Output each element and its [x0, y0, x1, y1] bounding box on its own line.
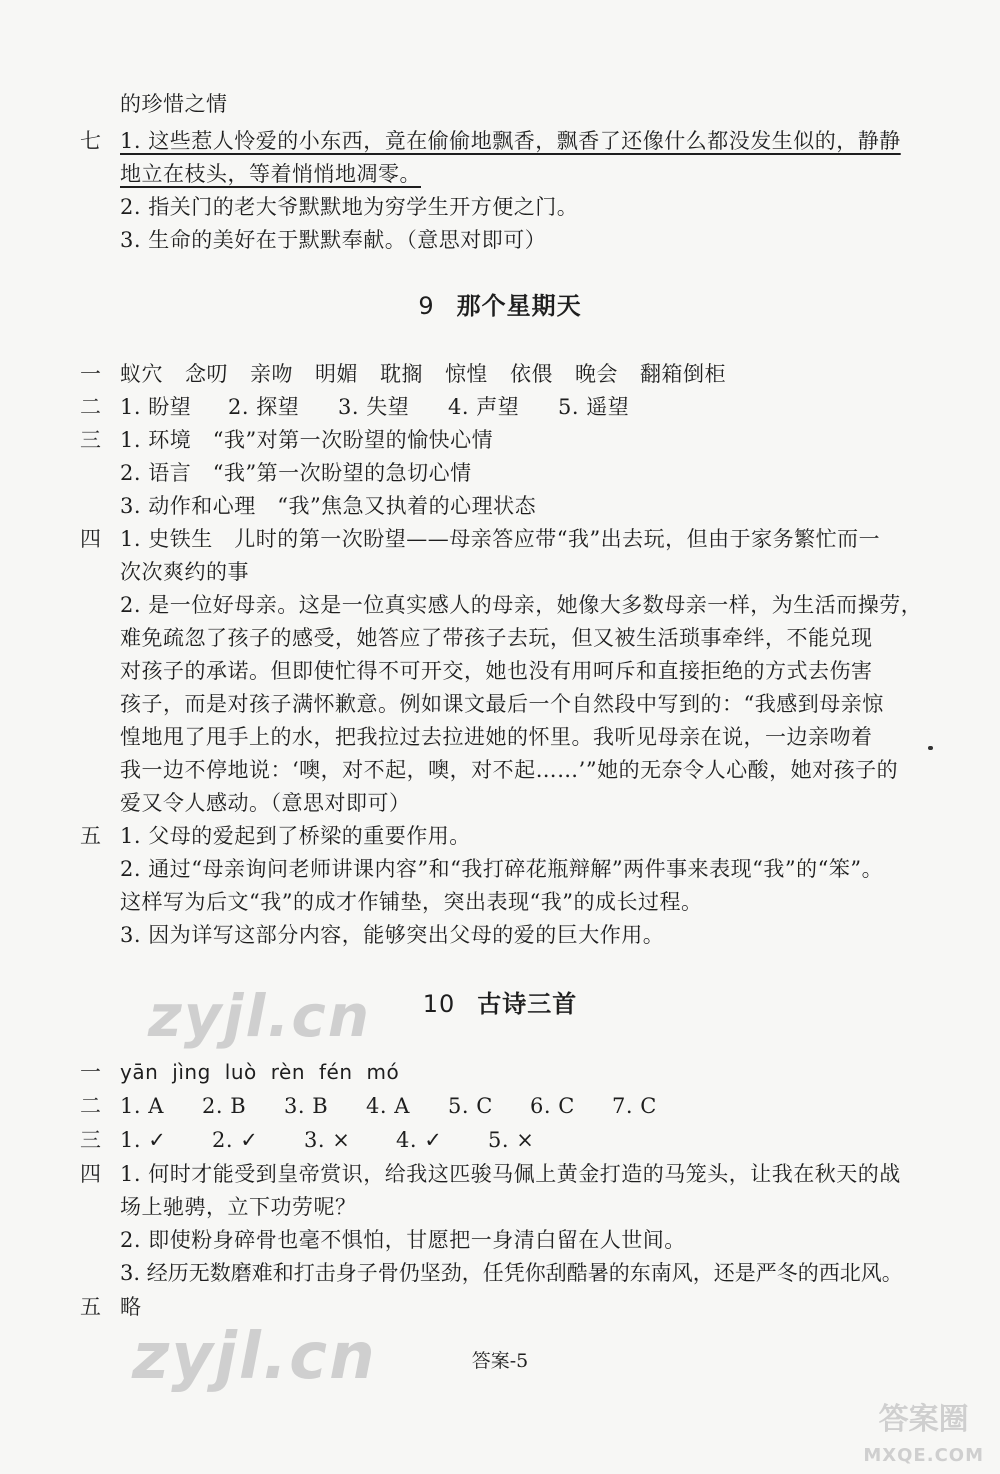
corner-watermark-text: 答案圈: [878, 1402, 969, 1437]
vocab-word: 蚁穴: [120, 362, 163, 386]
lesson-number: 9: [418, 292, 435, 320]
answer-row: [120, 1126, 534, 1154]
answer-item: 6. C: [530, 1094, 575, 1118]
answer-line: 1. 史铁生 儿时的第一次盼望——母亲答应带“我”出去玩，但由于家务繁忙而一: [120, 527, 881, 551]
lesson-title: 那个星期天: [456, 292, 582, 320]
page-number: 答案-5: [471, 1350, 529, 1372]
answer-item: 4. 声望: [448, 395, 520, 419]
answer-item: 5. C: [448, 1094, 493, 1118]
answer-item: 2. 探望: [228, 395, 300, 419]
pinyin-item: fén: [319, 1060, 353, 1084]
pinyin-list: [120, 1058, 413, 1086]
section-label: 四: [80, 527, 102, 551]
section-label: 三: [80, 1128, 102, 1152]
answer-item: 3. B: [284, 1094, 329, 1118]
vocab-word: 翻箱倒柜: [640, 362, 726, 386]
vocab-list: [120, 360, 748, 388]
vocab-word: 明媚: [315, 362, 358, 386]
vocab-word: 惊惶: [445, 362, 488, 386]
ink-speck: [928, 746, 933, 750]
answer-line: 我一边不停地说：‘噢，对不起，噢，对不起……’”她的无奈令人心酸，她对孩子的: [120, 758, 899, 782]
answer-line: 2. 语言 “我”第一次盼望的急切心情: [120, 461, 472, 485]
answer-item: 3. ×: [304, 1128, 351, 1152]
answer-line: 3. 动作和心理 “我”焦急又执着的心理状态: [120, 494, 537, 518]
answer-line: 2. 即使粉身碎骨也毫不惧怕，甘愿把一身清白留在人世间。: [120, 1228, 686, 1252]
section-label: 二: [80, 395, 102, 419]
pinyin-item: yān: [120, 1060, 159, 1084]
answer-line: 1. 何时才能受到皇帝赏识，给我这匹骏马佩上黄金打造的马笼头，让我在秋天的战: [120, 1162, 901, 1186]
answer-item: 5. 遥望: [558, 395, 630, 419]
corner-watermark: [863, 1402, 984, 1474]
answer-line: 略: [120, 1295, 142, 1319]
answer-item: 1. 盼望: [120, 395, 192, 419]
vocab-word: 耽搁: [380, 362, 423, 386]
section-label: 五: [80, 824, 102, 848]
answer-line: 惶地甩了甩手上的水，把我拉过去拉进她的怀里。我听见母亲在说，一边亲吻着: [120, 725, 873, 749]
answer-line: 场上驰骋，立下功劳呢？: [120, 1195, 357, 1219]
answer-item: 2. ✓: [212, 1128, 259, 1152]
answer-line: 3. 因为详写这部分内容，能够突出父母的爱的巨大作用。: [120, 923, 665, 947]
answer-line: 2. 是一位好母亲。这是一位真实感人的母亲，她像大多数母亲一样，为生活而操劳，: [120, 593, 923, 617]
answer-item: 3. 失望: [338, 395, 410, 419]
section-label: 二: [80, 1094, 102, 1118]
answer-line: 2. 指关门的老大爷默默地为穷学生开方便之门。: [120, 195, 579, 219]
section-label: 七: [80, 129, 102, 153]
answer-line: 对孩子的承诺。但即使忙得不可开交，她也没有用呵斥和直接拒绝的方式去伤害: [120, 659, 873, 683]
answer-item: 5. ×: [488, 1128, 535, 1152]
section-label: 三: [80, 428, 102, 452]
answer-item: 7. C: [612, 1094, 657, 1118]
pinyin-item: rèn: [270, 1060, 305, 1084]
answer-row: [120, 393, 629, 421]
answer-line: 2. 通过“母亲询问老师讲课内容”和“我打碎花瓶辩解”两件事来表现“我”的“笨”。: [120, 857, 884, 881]
lesson-title: 古诗三首: [477, 990, 578, 1018]
vocab-word: 晚会: [575, 362, 618, 386]
answer-item: 1. ✓: [120, 1128, 167, 1152]
answer-line: 3. 生命的美好在于默默奉献。（意思对即可）: [120, 228, 547, 252]
answer-item: 4. ✓: [396, 1128, 443, 1152]
answer-item: 1. A: [120, 1094, 164, 1118]
vocab-word: 依偎: [510, 362, 553, 386]
section-label: 四: [80, 1162, 102, 1186]
answer-item: 2. B: [202, 1094, 247, 1118]
corner-watermark-url: MXQE.COM: [863, 1445, 984, 1466]
answer-line: 爱又令人感动。（意思对即可）: [120, 791, 411, 815]
pinyin-item: jìng: [172, 1060, 211, 1084]
answer-line: 3. 经历无数磨难和打击身子骨仍坚劲，任凭你刮酷暑的东南风，还是严冬的西北风。: [120, 1261, 903, 1285]
watermark: zyjl.cn: [148, 982, 372, 1050]
section-label: 五: [80, 1295, 102, 1319]
lesson-heading: [0, 290, 1000, 322]
section-label: 一: [80, 1060, 102, 1084]
vocab-word: 念叨: [185, 362, 228, 386]
answer-line: 1. 环境 “我”对第一次盼望的愉快心情: [120, 428, 494, 452]
vocab-word: 亲吻: [250, 362, 293, 386]
pinyin-item: mó: [366, 1060, 400, 1084]
answer-row: [120, 1092, 657, 1120]
watermark: zyjl.cn: [132, 1320, 377, 1394]
answer-line: 难免疏忽了孩子的感受，她答应了带孩子去玩，但又被生活琐事牵绊，不能兑现: [120, 626, 873, 650]
pinyin-item: luò: [224, 1060, 257, 1084]
answer-line: 次次爽约的事: [120, 560, 249, 584]
answer-line: 1. 父母的爱起到了桥梁的重要作用。: [120, 824, 471, 848]
answer-item: 4. A: [366, 1094, 410, 1118]
answer-line: 孩子，而是对孩子满怀歉意。例如课文最后一个自然段中写到的：“我感到母亲惊: [120, 692, 884, 716]
prev-continuation: 的珍惜之情: [120, 92, 228, 116]
lesson-number: 10: [422, 990, 456, 1018]
answer-line: 地立在枝头，等着悄悄地凋零。: [120, 162, 421, 186]
answer-line: 这样写为后文“我”的成才作铺垫，突出表现“我”的成长过程。: [120, 890, 703, 914]
answer-line: 1. 这些惹人怜爱的小东西，竟在偷偷地飘香，飘香了还像什么都没发生似的，静静: [120, 129, 901, 153]
lesson-heading: [0, 988, 1000, 1020]
section-label: 一: [80, 362, 102, 386]
